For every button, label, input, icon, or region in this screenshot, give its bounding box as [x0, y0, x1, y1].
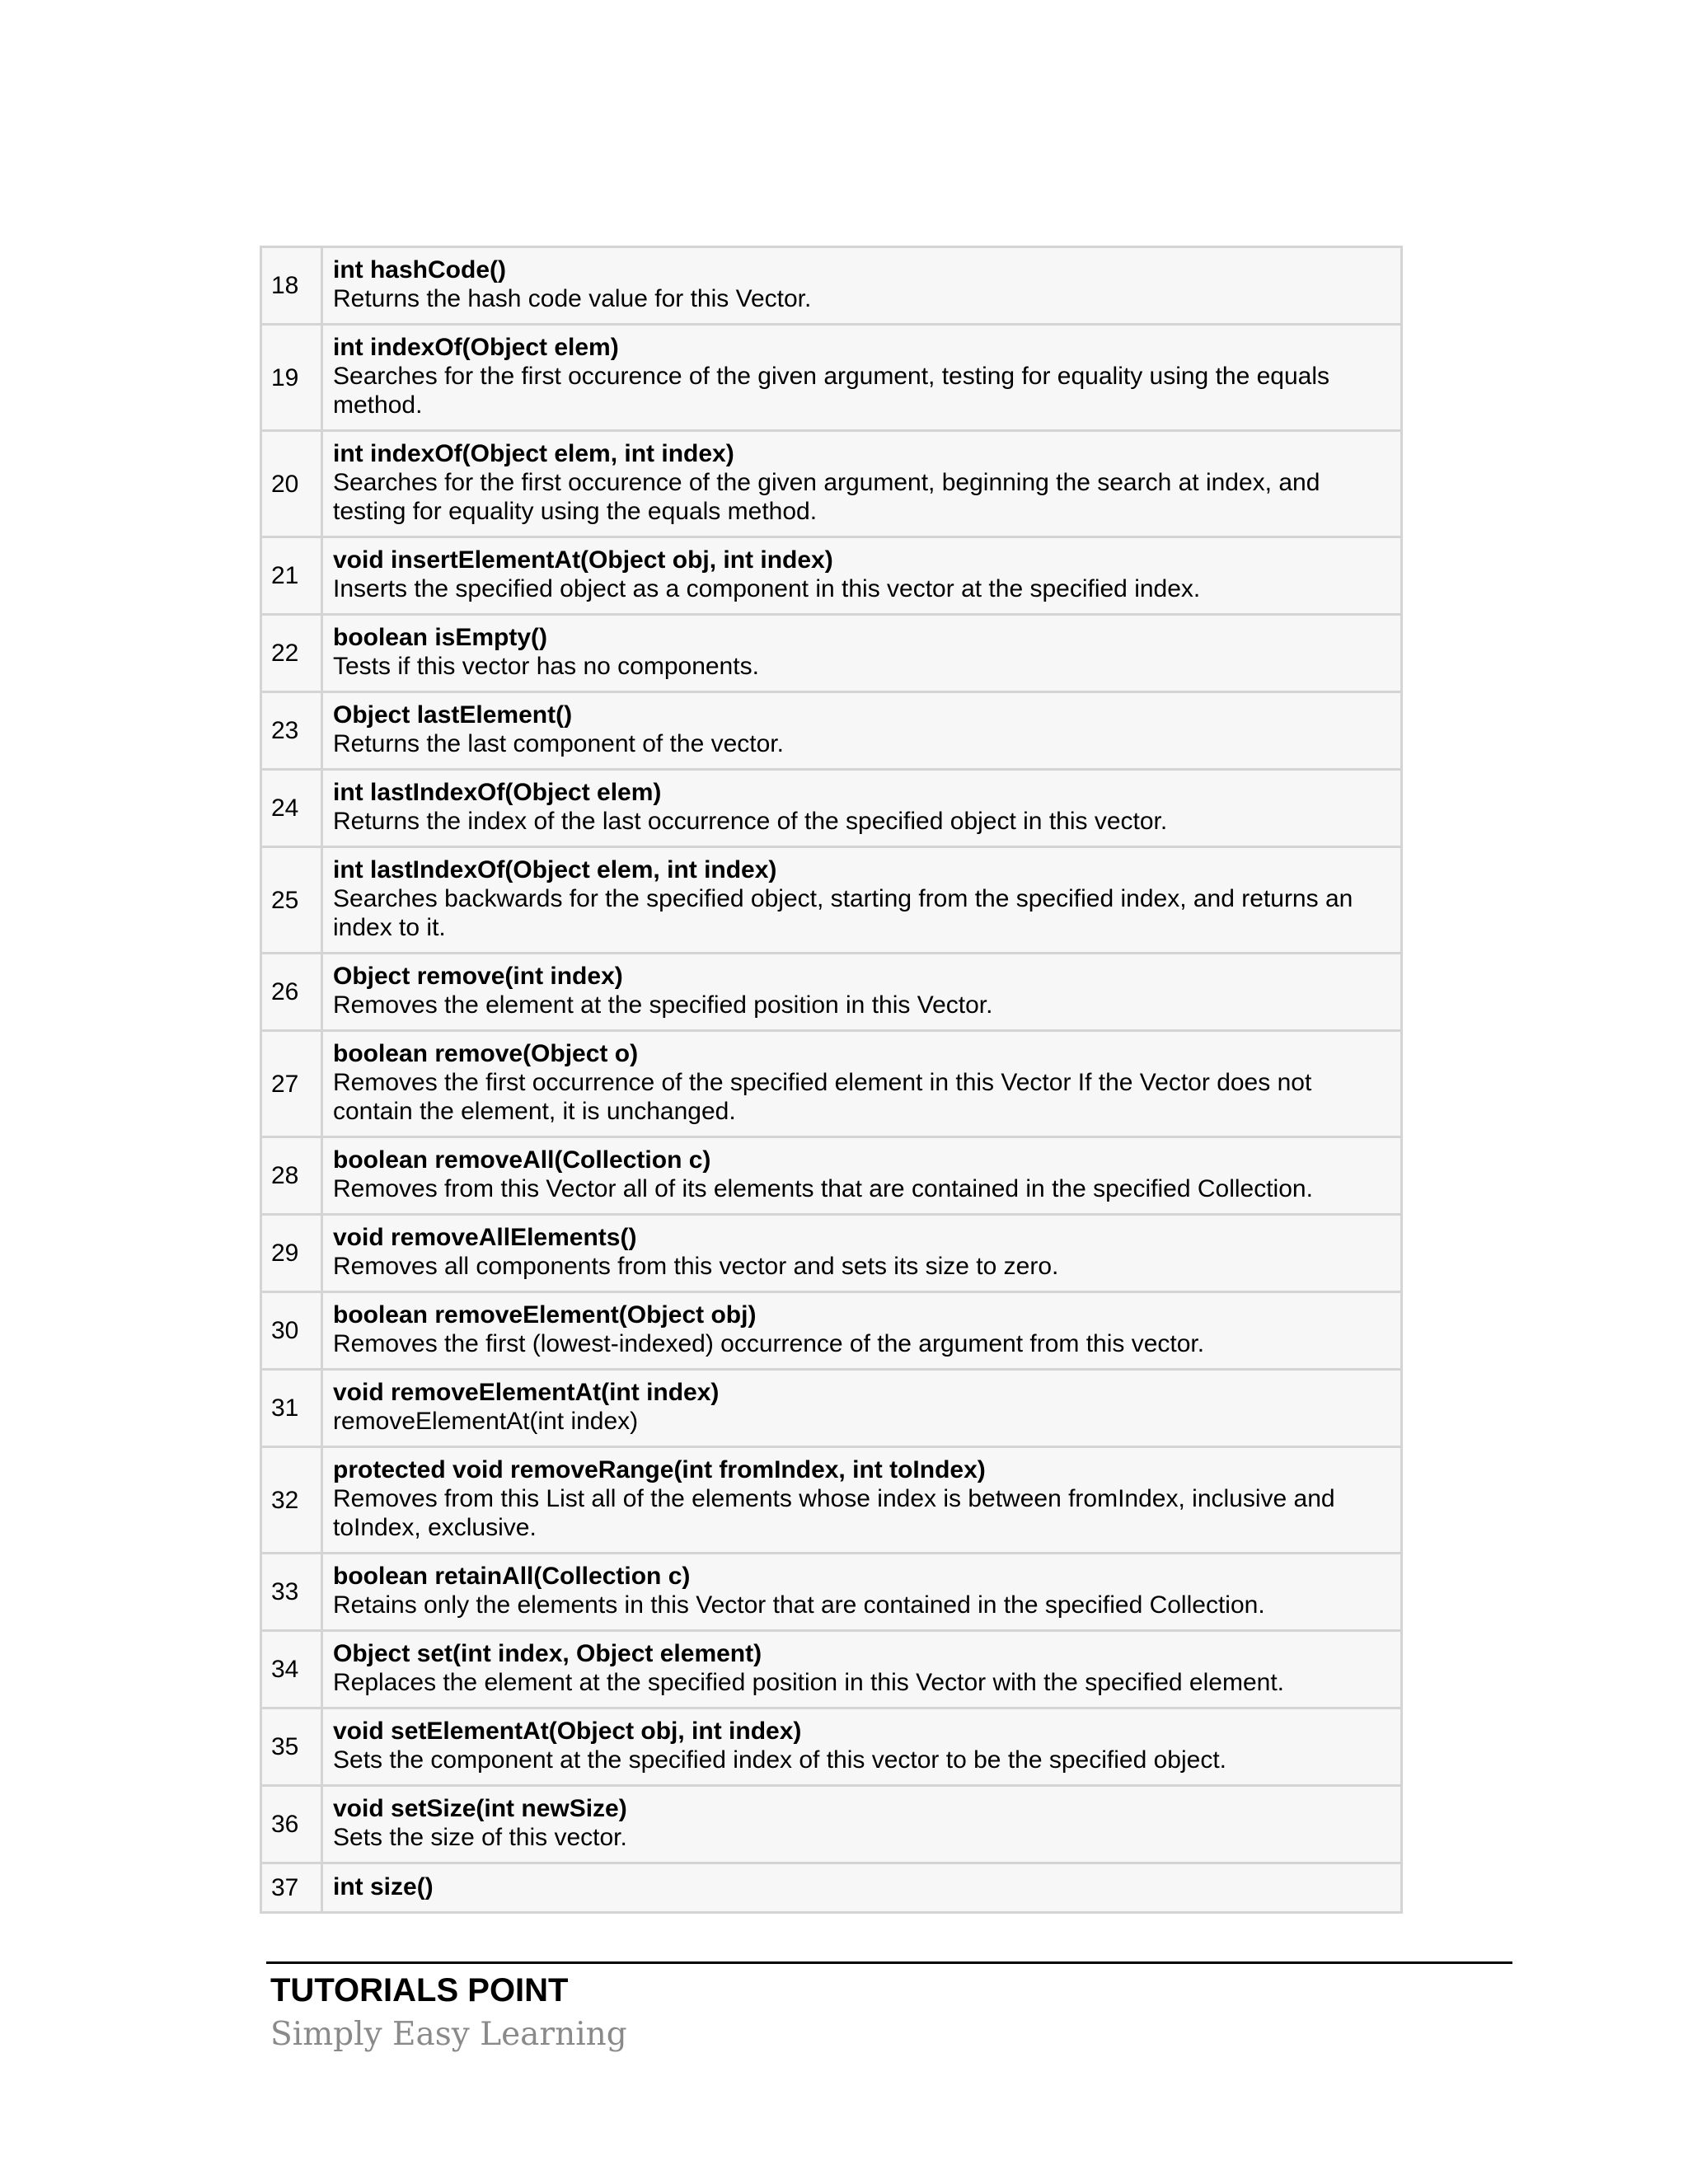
method-number: 29 [261, 1215, 322, 1292]
method-description: Retains only the elements in this Vector that are contained in the specified Collection. [333, 1591, 1265, 1619]
method-description: Removes the first (lowest-indexed) occurrence of the argument from this vector. [333, 1330, 1205, 1357]
method-description: Returns the index of the last occurrence of the specified object in this vector. [333, 808, 1168, 835]
method-cell [322, 770, 1402, 847]
method-signature: int lastIndexOf(Object elem, int index) [333, 856, 777, 883]
method-cell [322, 431, 1402, 537]
method-description: Sets the size of this vector. [333, 1824, 627, 1851]
method-signature: int indexOf(Object elem, int index) [333, 440, 734, 467]
method-number: 24 [261, 770, 322, 847]
method-signature: int size() [333, 1873, 434, 1900]
methods-table [260, 246, 1403, 1914]
table-row [261, 325, 1402, 431]
method-cell [322, 1215, 1402, 1292]
method-cell [322, 537, 1402, 615]
table-row [261, 954, 1402, 1031]
table-row [261, 692, 1402, 770]
method-description: Returns the last component of the vector. [333, 730, 784, 757]
table-row [261, 537, 1402, 615]
method-signature: Object remove(int index) [333, 963, 623, 990]
method-description: Searches for the first occurence of the given argument, testing for equality using the equals method. [333, 363, 1330, 419]
method-description: removeElementAt(int index) [333, 1408, 639, 1435]
table-row [261, 1447, 1402, 1554]
method-cell [322, 615, 1402, 692]
method-signature: boolean removeAll(Collection c) [333, 1146, 711, 1174]
table-row [261, 1863, 1402, 1913]
method-cell [322, 1031, 1402, 1137]
method-number: 36 [261, 1786, 322, 1863]
table-row [261, 1137, 1402, 1215]
method-description: Searches backwards for the specified object, starting from the specified index, and returns an index to it. [333, 885, 1353, 941]
method-signature: int indexOf(Object elem) [333, 334, 619, 361]
method-signature: void removeAllElements() [333, 1224, 637, 1251]
method-cell [322, 954, 1402, 1031]
footer-title: TUTORIALS POINT [270, 1972, 569, 2008]
method-number: 23 [261, 692, 322, 770]
method-cell [322, 1708, 1402, 1786]
method-cell [322, 1370, 1402, 1447]
method-description: Removes all components from this vector and sets its size to zero. [333, 1253, 1059, 1280]
method-signature: boolean isEmpty() [333, 624, 548, 651]
method-number: 20 [261, 431, 322, 537]
method-cell [322, 325, 1402, 431]
method-number: 31 [261, 1370, 322, 1447]
table-row [261, 1786, 1402, 1863]
table-row [261, 1292, 1402, 1370]
table-row [261, 1708, 1402, 1786]
method-signature: boolean removeElement(Object obj) [333, 1301, 757, 1329]
method-cell [322, 847, 1402, 954]
method-number: 25 [261, 847, 322, 954]
method-number: 27 [261, 1031, 322, 1137]
method-number: 34 [261, 1631, 322, 1708]
table-row [261, 615, 1402, 692]
method-number: 32 [261, 1447, 322, 1554]
method-number: 21 [261, 537, 322, 615]
method-description: Removes the element at the specified position in this Vector. [333, 991, 993, 1019]
method-description: Removes the first occurrence of the specified element in this Vector If the Vector does not contain the element, it is unchanged. [333, 1069, 1312, 1125]
method-number: 30 [261, 1292, 322, 1370]
method-signature: int lastIndexOf(Object elem) [333, 779, 662, 806]
method-signature: void setElementAt(Object obj, int index) [333, 1718, 802, 1745]
table-row [261, 1031, 1402, 1137]
method-description: Tests if this vector has no components. [333, 653, 759, 680]
method-cell [322, 1137, 1402, 1215]
method-signature: Object lastElement() [333, 701, 573, 729]
method-description: Removes from this List all of the elements whose index is between fromIndex, inclusive and toIndex, exclusive. [333, 1485, 1335, 1541]
method-number: 33 [261, 1554, 322, 1631]
method-description: Returns the hash code value for this Vector. [333, 285, 812, 312]
method-cell [322, 1554, 1402, 1631]
method-signature: void setSize(int newSize) [333, 1795, 627, 1822]
table-row [261, 1554, 1402, 1631]
method-number: 19 [261, 325, 322, 431]
method-cell [322, 1863, 1402, 1913]
method-signature: void insertElementAt(Object obj, int index) [333, 546, 833, 574]
table-row [261, 1631, 1402, 1708]
method-cell [322, 692, 1402, 770]
method-number: 28 [261, 1137, 322, 1215]
table-row [261, 847, 1402, 954]
method-number: 37 [261, 1863, 322, 1913]
method-number: 26 [261, 954, 322, 1031]
table-row [261, 770, 1402, 847]
method-description: Removes from this Vector all of its elements that are contained in the specified Collection. [333, 1175, 1313, 1202]
method-description: Searches for the first occurence of the given argument, beginning the search at index, and testing for equality using the equals method. [333, 469, 1320, 525]
table-row [261, 431, 1402, 537]
method-number: 22 [261, 615, 322, 692]
method-signature: protected void removeRange(int fromIndex, int toIndex) [333, 1456, 986, 1483]
method-description: Replaces the element at the specified position in this Vector with the specified element. [333, 1669, 1284, 1696]
methods-table-body [261, 247, 1402, 1913]
method-cell [322, 1447, 1402, 1554]
footer-rule [266, 1961, 1512, 1964]
method-signature: void removeElementAt(int index) [333, 1379, 720, 1406]
method-cell [322, 1786, 1402, 1863]
table-row [261, 247, 1402, 325]
method-description: Inserts the specified object as a component in this vector at the specified index. [333, 575, 1201, 602]
method-number: 35 [261, 1708, 322, 1786]
method-description: Sets the component at the specified index of this vector to be the specified object. [333, 1746, 1226, 1774]
method-number: 18 [261, 247, 322, 325]
method-signature: boolean remove(Object o) [333, 1040, 639, 1067]
footer-tagline: Simply Easy Learning [270, 2016, 627, 2053]
table-row [261, 1215, 1402, 1292]
method-cell [322, 1292, 1402, 1370]
method-signature: Object set(int index, Object element) [333, 1640, 762, 1667]
table-row [261, 1370, 1402, 1447]
method-signature: int hashCode() [333, 256, 506, 284]
method-cell [322, 1631, 1402, 1708]
method-signature: boolean retainAll(Collection c) [333, 1563, 691, 1590]
method-cell [322, 247, 1402, 325]
